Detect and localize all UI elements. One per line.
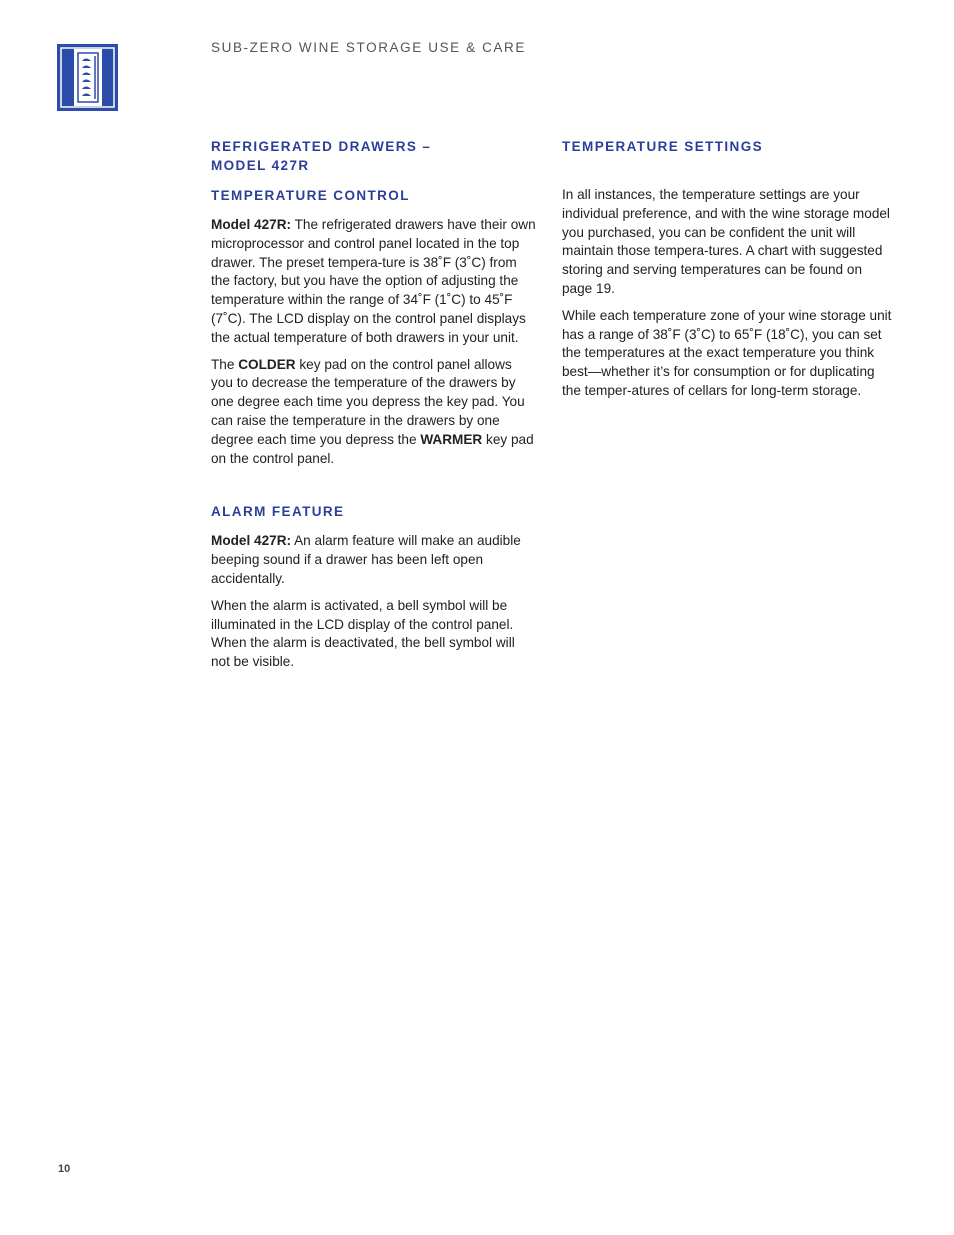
wine-storage-icon <box>57 44 118 111</box>
model-label: Model 427R: <box>211 533 292 549</box>
paragraph-text: An alarm feature will make an audible beeping sound if a drawer has been left open accidentally. <box>211 533 521 586</box>
paragraph-text: The refrigerated drawers have their own microprocessor and control panel located in the top drawer. The preset tempera-ture is 38˚F (3˚C) from the factory, but you have the option of adjusting the temperature within the range of 34˚F (1˚C) to 45˚F (7˚C). The LCD display on the control panel displays the actual temperature of both drawers in your unit. <box>211 217 536 345</box>
paragraph-text: key pad on the control panel. <box>211 431 534 466</box>
temperature-control-paragraph-2 <box>211 356 536 469</box>
section-title <box>211 137 536 175</box>
right-column <box>562 137 892 401</box>
temperature-settings-paragraph-1: In all instances, the temperature settings are your individual preference, and with the wine storage model you purchased, you can be confident the unit will maintain those tempera-tures. A chart with suggested storing and serving temperatures can be found on page 19. <box>562 187 890 296</box>
running-head: SUB-ZERO WINE STORAGE USE & CARE <box>211 40 526 55</box>
section-title-line2: MODEL 427R <box>211 158 310 173</box>
paragraph-text: The <box>211 356 239 372</box>
temperature-control-paragraph-1 <box>211 216 536 348</box>
alarm-paragraph-1 <box>211 532 536 588</box>
temperature-settings-paragraph-2: While each temperature zone of your wine storage unit has a range of 38˚F (3˚C) to 65˚F (18˚C), you can set the temperatures at the exact temperature you think best—whether it’s for consumption or for duplicating the temper-atures of cellars for long-term storage. <box>562 307 892 398</box>
colder-keypad-label: COLDER <box>238 356 296 372</box>
model-label: Model 427R: <box>211 217 292 232</box>
warmer-keypad-label: WARMER <box>420 431 483 447</box>
left-column <box>211 137 536 672</box>
paragraph-text: key pad on the control panel allows you to decrease the temperature of the drawers by one degree each time you depress the key pad. You can raise the temperature in the drawers by one degree each time you depress the <box>211 356 525 447</box>
section-title-line1: REFRIGERATED DRAWERS – <box>211 139 432 154</box>
alarm-feature-heading: ALARM FEATURE <box>211 504 345 520</box>
temperature-control-heading: TEMPERATURE CONTROL <box>211 188 410 203</box>
alarm-paragraph-2: When the alarm is activated, a bell symbol will be illuminated in the LCD display of the control panel. When the alarm is deactivated, the bell symbol will not be visible. <box>211 597 515 670</box>
page-number: 10 <box>58 1163 71 1175</box>
temperature-settings-heading: TEMPERATURE SETTINGS <box>562 139 764 154</box>
